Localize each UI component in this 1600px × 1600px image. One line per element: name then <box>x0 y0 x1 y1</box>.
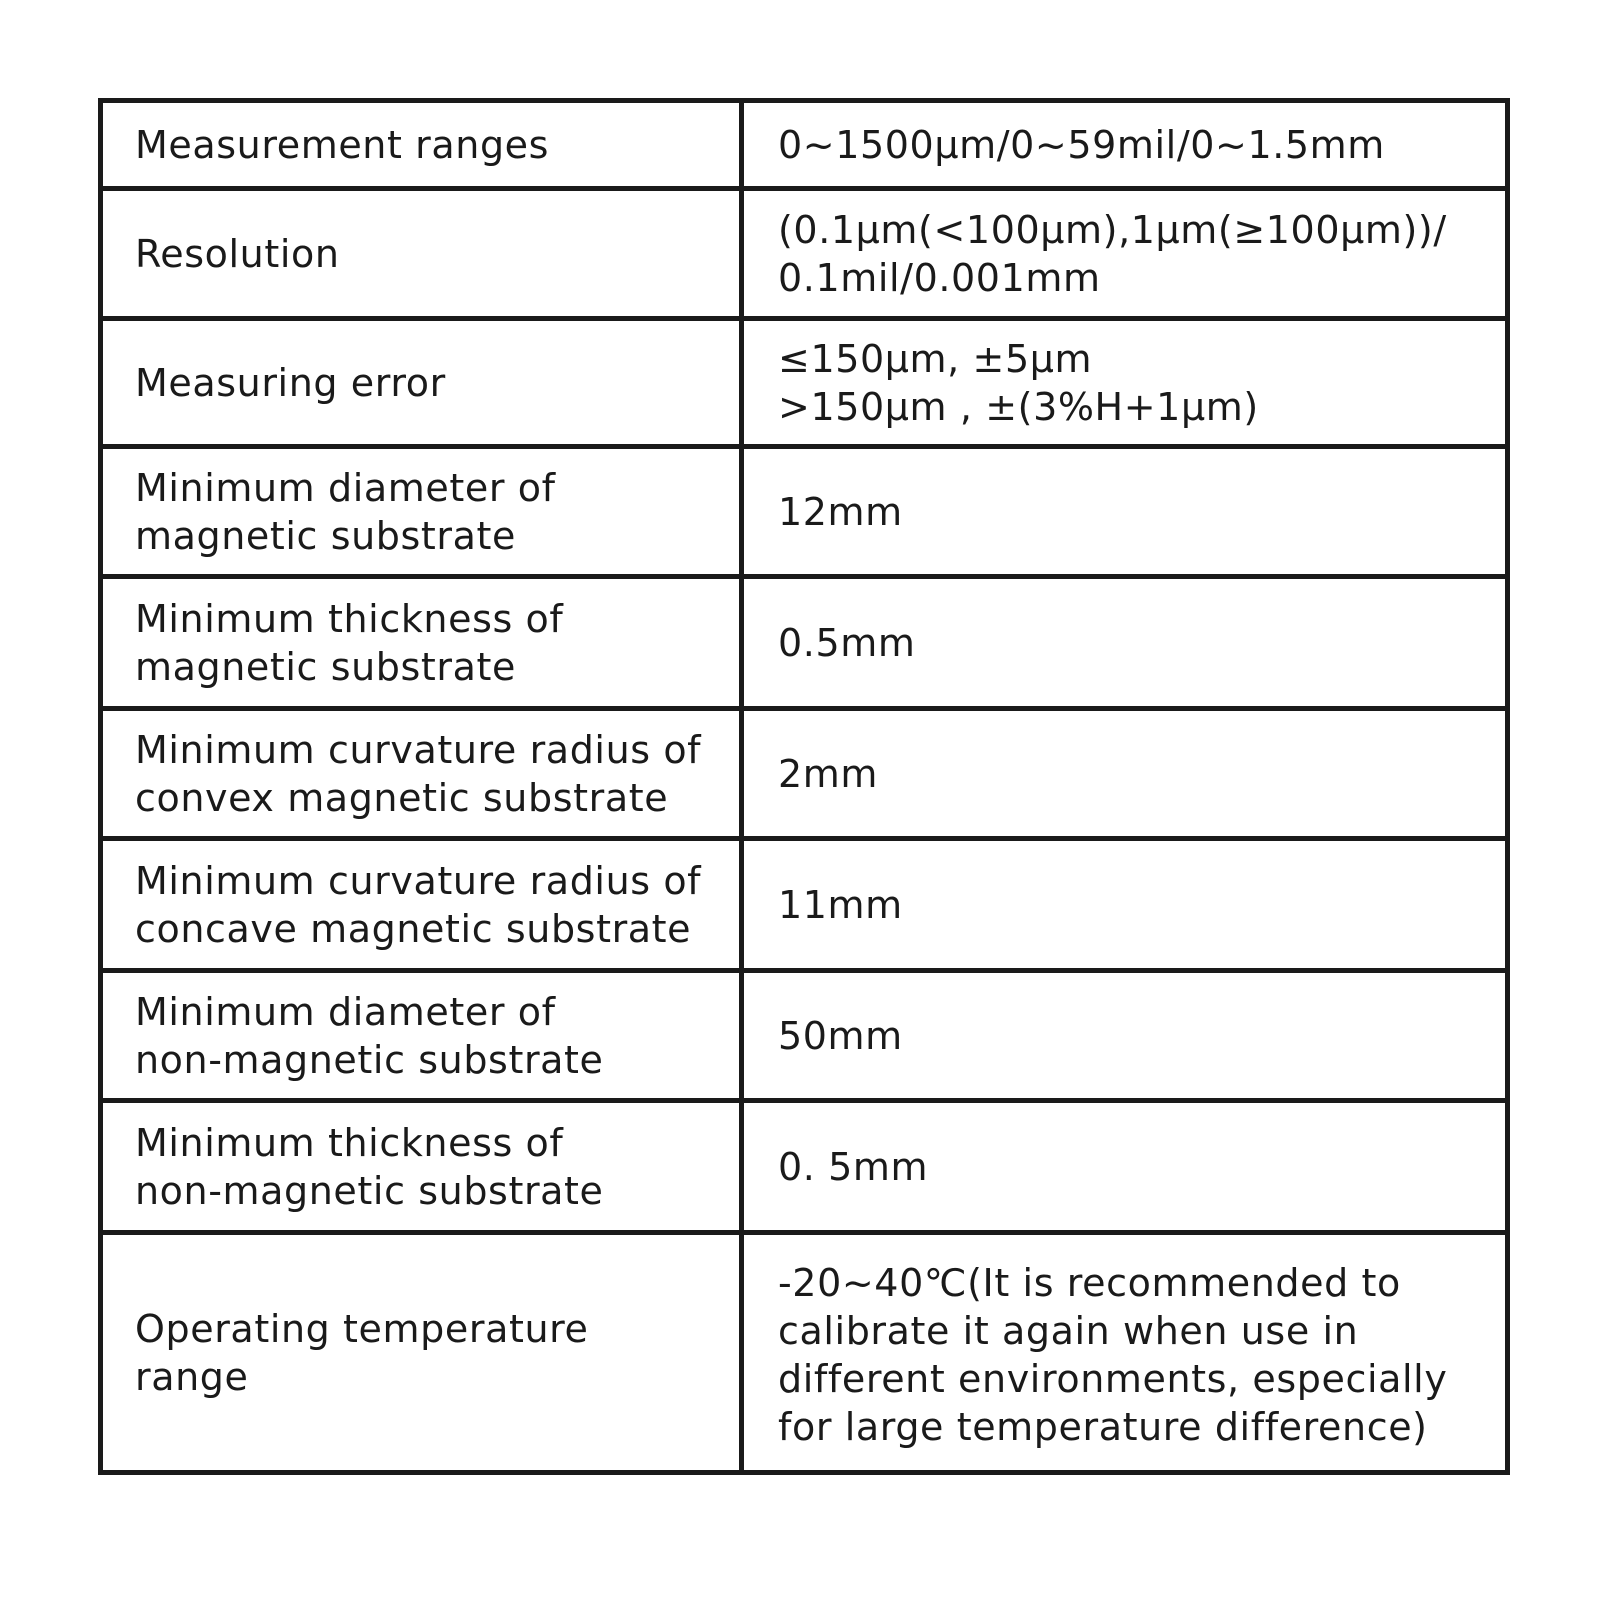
spec-label: Minimum thickness of non-magnetic substrate <box>101 1101 742 1233</box>
spec-value: 11mm <box>742 839 1508 971</box>
spec-label: Operating temperature range <box>101 1233 742 1473</box>
spec-label: Measurement ranges <box>101 101 742 189</box>
spec-value: 0~1500μm/0~59mil/0~1.5mm <box>742 101 1508 189</box>
table-row <box>101 1233 1508 1473</box>
spec-label: Minimum diameter of magnetic substrate <box>101 447 742 577</box>
specifications-table <box>98 98 1510 1475</box>
spec-value: 0.5mm <box>742 577 1508 709</box>
spec-label: Minimum curvature radius of concave magnetic substrate <box>101 839 742 971</box>
spec-label: Minimum diameter of non-magnetic substrate <box>101 971 742 1101</box>
table-row <box>101 1101 1508 1233</box>
table-row <box>101 189 1508 319</box>
table-row <box>101 839 1508 971</box>
spec-value: 50mm <box>742 971 1508 1101</box>
table-row <box>101 971 1508 1101</box>
spec-label: Minimum thickness of magnetic substrate <box>101 577 742 709</box>
table-row <box>101 319 1508 447</box>
spec-value: (0.1μm(<100μm),1μm(≥100μm))/ 0.1mil/0.001mm <box>742 189 1508 319</box>
spec-label: Resolution <box>101 189 742 319</box>
table-row <box>101 577 1508 709</box>
spec-value: -20~40℃(It is recommended to calibrate it again when use in different environments, especially for large temperature difference) <box>742 1233 1508 1473</box>
spec-label: Measuring error <box>101 319 742 447</box>
spec-label: Minimum curvature radius of convex magnetic substrate <box>101 709 742 839</box>
table-row <box>101 447 1508 577</box>
spec-value: 12mm <box>742 447 1508 577</box>
table-row <box>101 101 1508 189</box>
table-row <box>101 709 1508 839</box>
spec-value: 2mm <box>742 709 1508 839</box>
spec-value: ≤150μm, ±5μm >150μm , ±(3%H+1μm) <box>742 319 1508 447</box>
spec-value: 0. 5mm <box>742 1101 1508 1233</box>
